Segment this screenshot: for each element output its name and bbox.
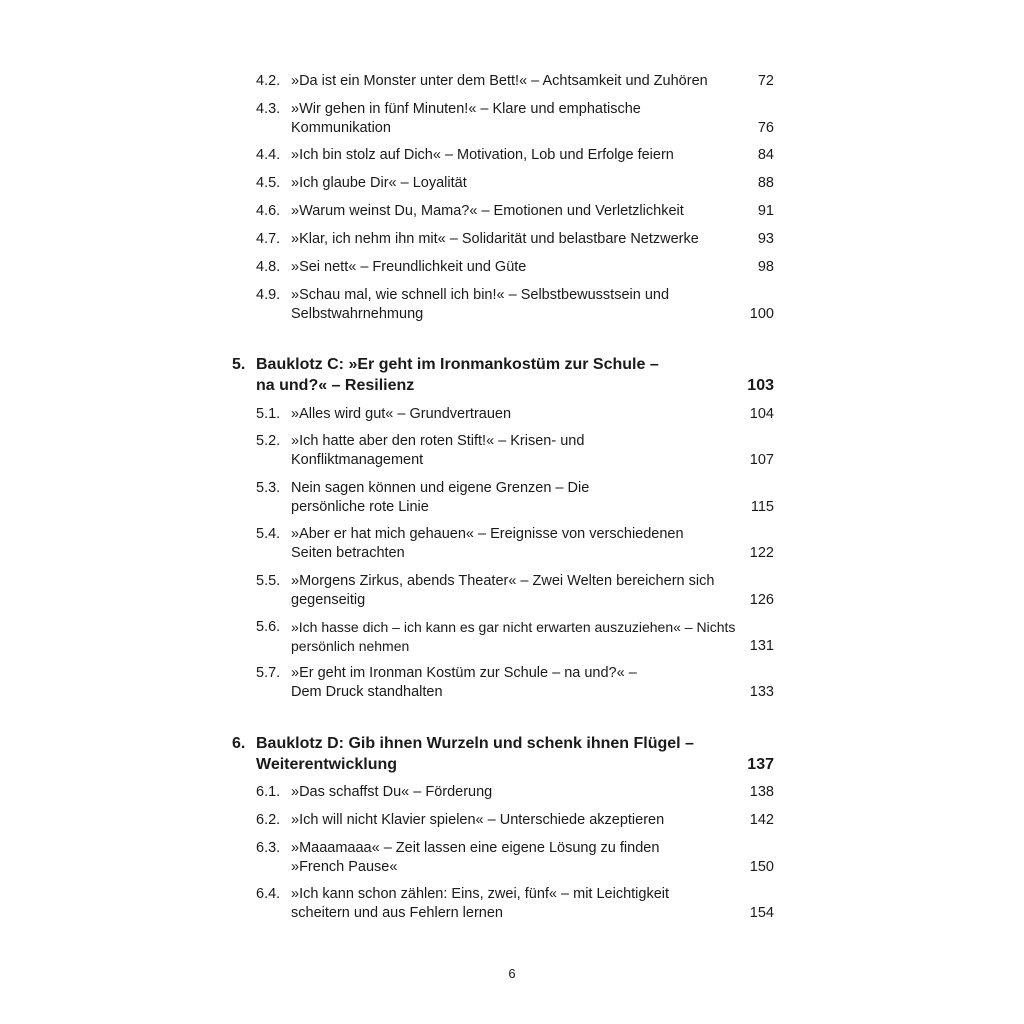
section-number: 5.4. bbox=[256, 526, 281, 542]
section-title: »Alles wird gut« – Grundvertrauen bbox=[291, 406, 512, 422]
section-number: 4.4. bbox=[256, 147, 281, 163]
page-number: 84 bbox=[757, 147, 774, 163]
section-number: 4.5. bbox=[256, 175, 281, 191]
section-title: »Das schaffst Du« – Förderung bbox=[291, 784, 493, 800]
chapter-number: 5. bbox=[232, 356, 246, 373]
section-title: »Schau mal, wie schnell ich bin!« – Selbstbewusstsein und Selbstwahrnehmung bbox=[291, 287, 670, 322]
section-title: »Ich glaube Dir« – Loyalität bbox=[291, 175, 467, 191]
section-title: »Ich kann schon zählen: Eins, zwei, fünf« – mit Leichtigkeit scheitern und aus Fehlern lernen bbox=[291, 886, 670, 921]
page-number: 98 bbox=[757, 259, 774, 275]
section-title: Nein sagen können und eigene Grenzen – Die persönliche rote Linie bbox=[291, 480, 590, 515]
chapter-title: Bauklotz D: Gib ihnen Wurzeln und schenk ihnen Flügel – Weiterentwicklung bbox=[256, 735, 694, 773]
section-title: »Ich hasse dich – ich kann es gar nicht erwarten auszuziehen« – Nichts persönlich nehmen bbox=[291, 619, 736, 654]
section-number: 6.2. bbox=[256, 812, 281, 828]
page-number: 115 bbox=[750, 499, 774, 515]
page-number: 93 bbox=[757, 231, 774, 247]
section-number: 4.6. bbox=[256, 203, 281, 219]
section-number: 5.5. bbox=[256, 573, 281, 589]
section-title: »Ich will nicht Klavier spielen« – Unterschiede akzeptieren bbox=[291, 812, 665, 828]
section-number: 4.3. bbox=[256, 101, 281, 117]
section-number: 5.7. bbox=[256, 665, 281, 681]
section-number: 5.1. bbox=[256, 406, 281, 422]
page-number: 107 bbox=[749, 452, 774, 468]
page-number: 72 bbox=[757, 73, 774, 89]
section-title: »Wir gehen in fünf Minuten!« – Klare und emphatische Kommunikation bbox=[291, 101, 641, 136]
section-title: »Aber er hat mich gehauen« – Ereignisse von verschiedenen Seiten betrachten bbox=[291, 526, 684, 561]
page-number: 104 bbox=[749, 406, 774, 422]
page-number: 142 bbox=[749, 812, 774, 828]
page-number: 133 bbox=[749, 684, 774, 700]
section-number: 4.7. bbox=[256, 231, 281, 247]
page-number: 154 bbox=[749, 905, 774, 921]
section-number: 4.2. bbox=[256, 73, 281, 89]
section-title: »Warum weinst Du, Mama?« – Emotionen und Verletzlichkeit bbox=[291, 203, 684, 219]
section-title: »Morgens Zirkus, abends Theater« – Zwei Welten bereichern sich gegenseitig bbox=[291, 573, 715, 608]
section-number: 5.6. bbox=[256, 619, 281, 635]
section-title: »Er geht im Ironman Kostüm zur Schule – na und?« – Dem Druck standhalten bbox=[291, 665, 637, 700]
section-title: »Sei nett« – Freundlichkeit und Güte bbox=[291, 259, 527, 275]
page-number: 100 bbox=[749, 306, 774, 322]
section-number: 6.1. bbox=[256, 784, 281, 800]
chapter-page-number: 137 bbox=[747, 756, 774, 773]
footer-page-number: 6 bbox=[508, 966, 516, 981]
section-title: »Maaamaaa« – Zeit lassen eine eigene Lösung zu finden »French Pause« bbox=[291, 840, 660, 875]
section-number: 5.2. bbox=[256, 433, 281, 449]
section-title: »Klar, ich nehm ihn mit« – Solidarität und belastbare Netzwerke bbox=[291, 231, 699, 247]
chapter-number: 6. bbox=[232, 735, 246, 752]
section-number: 6.3. bbox=[256, 840, 281, 856]
page-number: 126 bbox=[749, 592, 774, 608]
page-number: 76 bbox=[757, 120, 774, 136]
section-number: 4.8. bbox=[256, 259, 281, 275]
chapter-page-number: 103 bbox=[747, 377, 774, 394]
page-number: 131 bbox=[749, 638, 774, 654]
chapter-title: Bauklotz C: »Er geht im Ironmankostüm zur Schule – na und?« – Resilienz bbox=[256, 356, 659, 394]
section-number: 5.3. bbox=[256, 480, 281, 496]
section-number: 4.9. bbox=[256, 287, 281, 303]
section-number: 6.4. bbox=[256, 886, 281, 902]
section-title: »Ich hatte aber den roten Stift!« – Krisen- und Konfliktmanagement bbox=[291, 433, 585, 468]
section-title: »Ich bin stolz auf Dich« – Motivation, Lob und Erfolge feiern bbox=[291, 147, 674, 163]
page-number: 138 bbox=[749, 784, 774, 800]
page-number: 91 bbox=[757, 203, 774, 219]
page-number: 150 bbox=[749, 859, 774, 875]
page-number: 122 bbox=[749, 545, 774, 561]
section-title: »Da ist ein Monster unter dem Bett!« – Achtsamkeit und Zuhören bbox=[291, 73, 708, 89]
page-number: 88 bbox=[757, 175, 774, 191]
